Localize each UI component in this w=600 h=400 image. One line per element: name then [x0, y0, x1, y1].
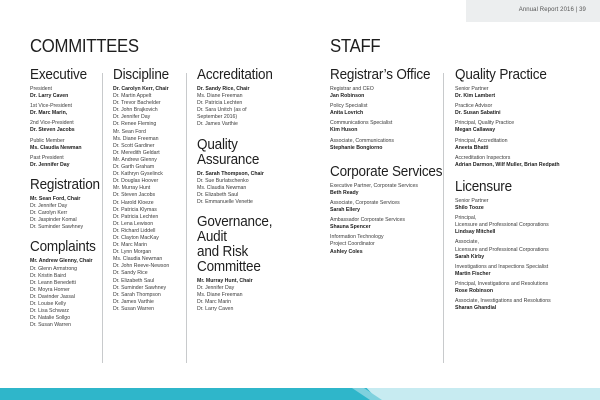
role-label: 1st Vice-President: [30, 103, 73, 110]
role-label: Associate, Communications: [330, 137, 395, 144]
role-label: Mr. Murray Hunt: [113, 185, 151, 192]
committees-title: COMMITTEES: [30, 36, 139, 56]
role-label: Dr. Steven Jacobs: [113, 192, 156, 199]
role-label: Dr. Harold Kloeze: [113, 199, 154, 206]
footer-band-dark: [0, 388, 378, 400]
column-divider: [186, 73, 187, 363]
heading-line: Governance,: [197, 213, 273, 231]
complaints-heading: Complaints: [30, 238, 96, 256]
governance-section: [197, 214, 287, 313]
role-label: Dr. Richard Liddell: [113, 227, 156, 234]
person-name: Sarah Kirby: [455, 253, 485, 260]
role-label: Associate, Corporate Services: [330, 199, 400, 206]
role-label: Dr. Elizabeth Saul: [113, 277, 155, 284]
executive-section: [30, 67, 100, 169]
role-label: Dr. Carolyn Kerr: [30, 210, 68, 217]
role-label: Dr. Sue Burlatschenko: [197, 177, 249, 184]
executive-heading: Executive: [30, 66, 87, 83]
person-name: Shilo Tooze: [455, 205, 484, 212]
corporate-services-section: [330, 162, 443, 256]
person-name: Kim Huson: [330, 127, 358, 134]
quality-assurance-section: [197, 137, 287, 206]
committees-column-3: [197, 67, 287, 322]
role-label: Ms. Diane Freeman: [197, 292, 243, 299]
discipline-heading: Discipline: [113, 66, 169, 83]
role-label: Dr. Louise Kelly: [30, 300, 67, 307]
role-label: Dr. Douglas Hoover: [113, 178, 159, 185]
person-name: Aneeta Bhatti: [455, 144, 489, 151]
role-label: Project Coordinator: [330, 241, 375, 248]
role-label: Dr. Jennifer Day: [197, 285, 235, 292]
registrars-office-heading: Registrar’s Office: [330, 66, 431, 83]
role-label: Registrar and CEO: [330, 86, 374, 92]
role-label: Licensure and Professional Corporations: [455, 246, 549, 253]
role-label: Senior Partner: [455, 197, 489, 204]
role-label: Associate,: [455, 239, 479, 246]
person-name: Dr. Carolyn Kerr, Chair: [113, 86, 169, 92]
person-name: Dr. Larry Caven: [30, 93, 69, 100]
corporate-services-heading: Corporate Services: [330, 162, 443, 180]
governance-heading: [197, 213, 273, 276]
role-label: Investigations and Inspections Specialist: [455, 263, 549, 270]
role-label: Principal, Accreditation: [455, 137, 508, 144]
role-label: Dr. Sandy Rice: [113, 270, 148, 277]
role-label: Ms. Claudia Newman: [197, 184, 247, 191]
staff-column-2: [455, 67, 595, 320]
role-label: Dr. Kathryn Gyselinck: [113, 171, 163, 178]
role-label: Past President: [30, 154, 64, 161]
role-label: Public Member: [30, 137, 65, 144]
person-name: Mr. Murray Hunt, Chair: [197, 278, 253, 285]
quality-practice-list: [455, 86, 595, 169]
role-label: Dr. Emmanuelle Venette: [197, 198, 253, 205]
role-label: Dr. Susan Warren: [30, 322, 72, 329]
complaints-section: [30, 239, 100, 329]
role-label: Dr. Lynn Morgan: [113, 249, 152, 256]
role-label: Dr. Lisa Schwarz: [30, 308, 69, 315]
licensure-list: [455, 198, 595, 312]
discipline-section: [113, 67, 185, 313]
heading-line: Audit: [197, 228, 227, 246]
quality-assurance-heading: [197, 137, 269, 167]
person-name: Adrian Darmon, Wilf Muller, Brian Redpath: [455, 161, 560, 168]
role-label: Dr. Jaspinder Komal: [30, 217, 77, 224]
registration-section: [30, 177, 100, 231]
role-label: Dr. Leann Benedetti: [30, 279, 76, 286]
person-name: Jan Robinson: [330, 93, 365, 100]
role-label: Dr. Suminder Sawhney: [113, 284, 167, 291]
role-label: Dr. Jennifer Day: [113, 114, 151, 121]
column-divider: [443, 73, 444, 363]
executive-list: [30, 86, 100, 169]
role-label: September 2016): [197, 114, 238, 121]
role-label: Dr. Patricia Lechten: [197, 100, 243, 107]
role-label: President: [30, 86, 52, 92]
role-label: Principal, Investigations and Resolutions: [455, 280, 549, 287]
role-label: Dr. Martin Appelt: [113, 93, 152, 100]
registrars-office-list: [330, 86, 440, 152]
role-label: Dr. Jennifer Day: [30, 203, 68, 210]
role-label: Dr. Garth Graham: [113, 164, 155, 171]
person-name: Mr. Andrew Glenny, Chair: [30, 258, 93, 265]
complaints-list: [30, 258, 100, 329]
quality-assurance-list: [197, 171, 287, 206]
person-name: Lindsay Mitchell: [455, 229, 496, 236]
person-name: Rose Robinson: [455, 287, 494, 294]
role-label: Associate, Investigations and Resolutions: [455, 298, 551, 305]
role-label: Dr. Marc Marin: [113, 242, 148, 249]
role-label: Licensure and Professional Corporations: [455, 222, 549, 229]
accreditation-list: [197, 86, 287, 129]
page-header-text: Annual Report 2016 | 39: [518, 7, 586, 13]
person-name: Anita Lovrich: [330, 110, 364, 117]
person-name: Martin Fischer: [455, 270, 491, 277]
role-label: Dr. Patricia Lechten: [113, 213, 159, 220]
person-name: Dr. Sarah Thompson, Chair: [197, 170, 264, 177]
accreditation-section: [197, 67, 287, 129]
licensure-section: [455, 179, 595, 312]
role-label: Practice Advisor: [455, 103, 493, 110]
person-name: Ms. Claudia Newman: [30, 144, 82, 151]
staff-title: STAFF: [330, 36, 381, 56]
person-name: Sarah Ellery: [330, 207, 360, 214]
registration-list: [30, 196, 100, 231]
role-label: Ms. Claudia Newman: [113, 256, 163, 263]
quality-practice-section: [455, 67, 595, 169]
role-label: Dr. Scott Gardiner: [113, 142, 155, 149]
person-name: Shauna Spencer: [330, 224, 371, 231]
committees-column-1: [30, 67, 100, 337]
person-name: Dr. Sandy Rice, Chair: [197, 86, 250, 92]
role-label: Dr. Moyra Horner: [30, 286, 70, 293]
person-name: Ashley Coles: [330, 248, 363, 255]
person-name: Dr. Marc Marin,: [30, 110, 68, 117]
role-label: Mr. Sean Ford: [113, 128, 146, 135]
role-label: Policy Specialist: [330, 103, 368, 110]
person-name: Stephanie Bongiorno: [330, 144, 383, 151]
staff-column-1: [330, 66, 443, 264]
role-label: Dr. Marc Marin: [197, 299, 232, 306]
heading-line: Quality: [197, 135, 238, 153]
role-label: Information Technology: [330, 234, 384, 241]
role-label: Principal, Quality Practice: [455, 120, 515, 127]
role-label: Dr. Natalie Sollgo: [30, 315, 71, 322]
role-label: Ms. Diane Freeman: [113, 135, 159, 142]
role-label: Dr. Sara Unitch (as of: [197, 107, 247, 114]
role-label: Dr. Larry Caven: [197, 306, 234, 313]
role-label: Dr. Kristin Baird: [30, 272, 67, 279]
committees-column-2: [113, 67, 185, 321]
person-name: Dr. Steven Jacobs: [30, 127, 75, 134]
header-bar: [466, 0, 600, 22]
role-label: Dr. James Varthie: [197, 121, 238, 128]
role-label: Dr. Susan Warren: [113, 305, 155, 312]
heading-line: Committee: [197, 258, 261, 276]
person-name: Dr. Susan Sabatini: [455, 110, 501, 117]
role-label: Ms. Diane Freeman: [197, 93, 243, 100]
role-label: Dr. Lena Lewison: [113, 220, 154, 227]
registrars-office-section: [330, 67, 440, 152]
person-name: Mr. Sean Ford, Chair: [30, 195, 81, 202]
person-name: Dr. Jennifer Day: [30, 161, 70, 168]
discipline-list: [113, 86, 185, 313]
role-label: Dr. Renee Fleming: [113, 121, 157, 128]
role-label: Dr. Sarah Thompson: [113, 291, 161, 298]
role-label: Dr. John Brajkovich: [113, 107, 158, 114]
role-label: Senior Partner: [455, 86, 489, 92]
person-name: Sharan Ghandial: [455, 305, 497, 312]
role-label: Dr. Clayton MacKay: [113, 234, 159, 241]
role-label: Executive Partner, Corporate Services: [330, 182, 418, 189]
licensure-heading: Licensure: [455, 177, 512, 195]
heading-line: Assurance: [197, 150, 260, 168]
role-label: Dr. Glenn Armstrong: [30, 265, 77, 272]
role-label: Dr. Patricia Klymas: [113, 206, 157, 213]
role-label: Dr. Suminder Sawhney: [30, 224, 84, 231]
role-label: Accreditation Inspectors: [455, 154, 511, 161]
role-label: Communications Specialist: [330, 120, 393, 127]
person-name: Megan Callaway: [455, 127, 496, 134]
quality-practice-heading: Quality Practice: [455, 66, 547, 83]
role-label: Principal,: [455, 215, 477, 222]
heading-line: and Risk: [197, 243, 249, 261]
accreditation-heading: Accreditation: [197, 66, 273, 83]
role-label: Mr. Andrew Glenny: [113, 156, 157, 163]
role-label: Dr. Elizabeth Saul: [197, 191, 239, 198]
person-name: Beth Ready: [330, 189, 359, 196]
column-divider: [102, 73, 103, 363]
role-label: Dr. Meredith Geldart: [113, 149, 160, 156]
registration-heading: Registration: [30, 175, 100, 193]
role-label: Dr. James Varthie: [113, 298, 154, 305]
role-label: Ambassador Corporate Services: [330, 217, 405, 224]
governance-list: [197, 278, 287, 313]
role-label: Dr. John Reeve-Newson: [113, 263, 170, 270]
role-label: Dr. Trevor Bachelder: [113, 100, 161, 107]
person-name: Dr. Kim Lambert: [455, 93, 496, 100]
role-label: 2nd Vice-President: [30, 120, 74, 127]
corporate-services-list: [330, 183, 440, 256]
role-label: Dr. Davinder Jassal: [30, 293, 75, 300]
